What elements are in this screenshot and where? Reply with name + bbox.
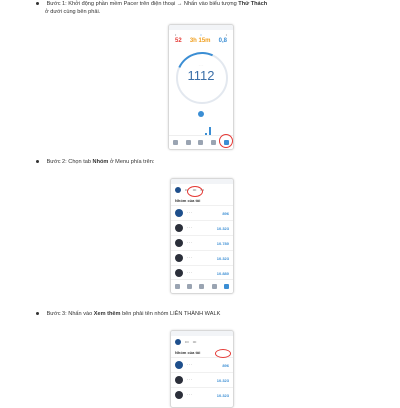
app-logo-icon [175,339,181,345]
phone-screenshot-groups [170,178,234,294]
phone-screenshot-home [168,24,234,150]
feed-tab-icon[interactable] [198,140,203,145]
tab-other[interactable]: ••• [200,188,205,192]
group-avatar [175,224,183,232]
list-item[interactable]: · · · 896 [171,205,233,220]
tab-challenge[interactable]: ••• [185,188,189,192]
step-1-text: Bước 1: Khởi động phần mềm Pacer trên điện thoại → Nhấn vào biểu tượng Thử Thách ở dưới cùng bên phải. [36,0,380,16]
group-avatar [175,254,183,262]
activity-tab-icon[interactable] [186,140,191,145]
activity-tab-icon[interactable] [187,284,192,289]
bullet [36,160,39,163]
tab-groups[interactable]: ••• [192,340,197,344]
list-item[interactable]: · · · 10.880 [171,265,233,280]
list-item[interactable]: · · · 10.780 [171,235,233,250]
section-title: Nhóm của tôi [175,198,201,203]
app-logo-icon [175,187,181,193]
phone-screenshot-group-detail [170,330,234,408]
feed-tab-icon[interactable] [199,284,204,289]
group-avatar [175,269,183,277]
group-avatar [175,209,183,217]
tab-groups[interactable]: ••• [192,188,197,192]
me-tab-icon[interactable] [211,140,216,145]
top-tabs: • • • [175,33,227,37]
steps-count: 1112 [187,68,215,83]
list-item[interactable]: · · · 10.323 [171,372,233,387]
tab-challenge[interactable]: ••• [185,340,189,344]
location-icon[interactable] [198,111,204,117]
group-avatar [175,361,183,369]
group-avatar [175,391,183,399]
list-item[interactable]: · · · 10.323 [171,250,233,265]
challenge-tab-icon[interactable] [224,284,229,289]
me-tab-icon[interactable] [212,284,217,289]
bottom-tab-bar [171,279,233,293]
bullet [36,2,39,5]
list-item[interactable]: · · · 896 [171,357,233,372]
section-title: Nhóm của tôi [175,350,201,355]
group-avatar [175,239,183,247]
steps-label: · · · [198,63,204,67]
top-menu [171,336,233,348]
bullet [36,312,39,315]
list-item[interactable]: · · · 10.323 [171,387,233,402]
list-item[interactable]: · · · 10.323 [171,220,233,235]
home-tab-icon[interactable] [173,140,178,145]
home-tab-icon[interactable] [175,284,180,289]
group-avatar [175,376,183,384]
step-2-text: Bước 2: Chọn tab Nhóm ở Menu phía trên: [36,158,380,166]
highlight-circle [187,186,203,197]
highlight-circle [219,134,233,148]
step-3-text: Bước 3: Nhấn vào Xem thêm bên phải tên nhóm LIÊN THÀNH WALK [36,310,380,318]
stats-row: 52 3h 15m 0,8 [175,38,227,44]
highlight-circle [215,349,231,358]
